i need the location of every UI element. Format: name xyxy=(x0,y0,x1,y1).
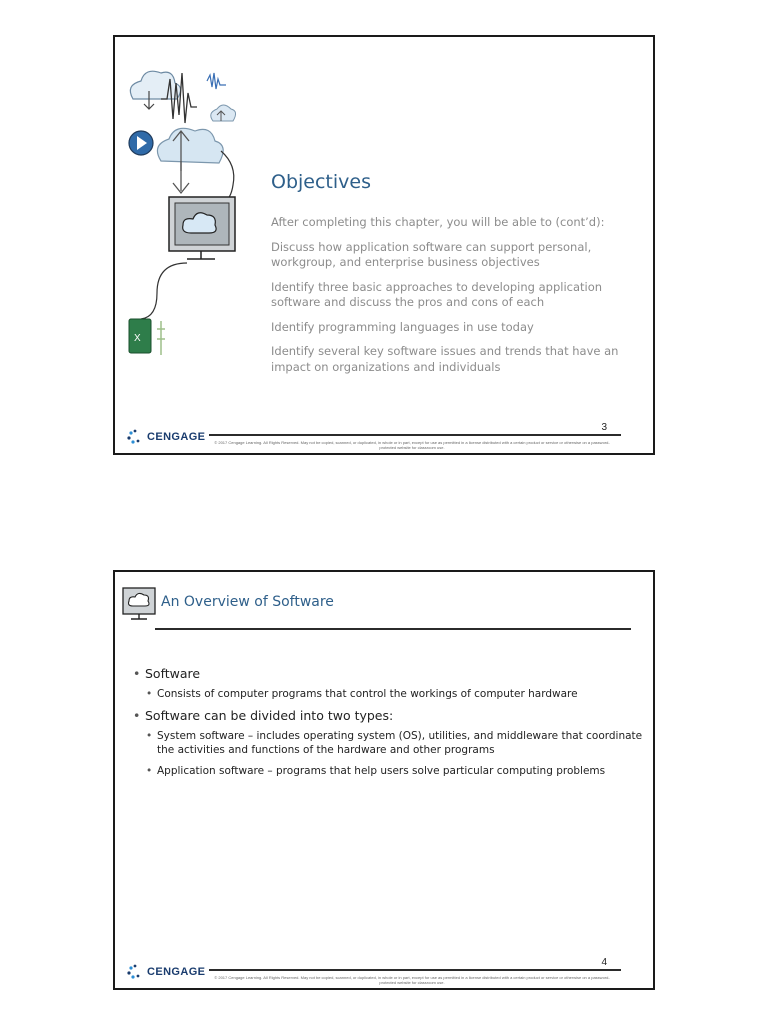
slide-footer xyxy=(115,948,653,988)
objectives-list xyxy=(271,215,621,384)
logo-text: CENGAGE xyxy=(147,966,206,978)
cengage-logo xyxy=(127,964,205,980)
footer-rule xyxy=(209,434,621,436)
cengage-logo xyxy=(127,429,205,445)
footer-rule xyxy=(209,969,621,971)
slide-objectives xyxy=(113,35,655,455)
list-item: • System software – includes operating system (OS), utilities, and middleware that coordinate the activities and functions of the hardware and other programs xyxy=(133,729,643,757)
list-item: • Application software – programs that help users solve particular computing problems xyxy=(133,764,643,778)
logo-text: CENGAGE xyxy=(147,431,206,443)
content-list xyxy=(133,666,643,785)
slide-title: An Overview of Software xyxy=(161,594,334,610)
slide-title: Objectives xyxy=(271,171,371,193)
list-item: Discuss how application software can support personal, workgroup, and enterprise business objectives xyxy=(271,239,592,269)
list-item: • Software xyxy=(133,666,643,681)
cengage-logo-icon xyxy=(127,964,143,980)
list-item: • Software can be divided into two types: xyxy=(133,708,643,723)
list-item: After completing this chapter, you will be able to (cont’d): xyxy=(271,215,605,229)
title-rule xyxy=(155,628,631,630)
page-number: 4 xyxy=(601,957,607,968)
slide-overview-of-software xyxy=(113,570,655,990)
monitor-cloud-icon xyxy=(121,586,157,626)
list-item: • Consists of computer programs that control the workings of computer hardware xyxy=(133,687,643,701)
slide-footer xyxy=(115,413,653,453)
list-item: Identify programming languages in use today xyxy=(271,319,534,334)
svg-text:X: X xyxy=(134,333,141,344)
list-item: Identify three basic approaches to developing application software and discuss the pros and cons of each xyxy=(271,279,603,309)
copyright-text: © 2017 Cengage Learning. All Rights Reserved. May not be copied, scanned, or duplicated, in whole or in part, except for use as permitted in a license distributed with a certain product or service or otherwise on a password-protected website for classroom use. xyxy=(214,975,610,985)
page-number: 3 xyxy=(601,422,607,433)
list-item: Identify several key software issues and trends that have an impact on organizations and individuals xyxy=(271,344,619,374)
copyright-text: © 2017 Cengage Learning. All Rights Reserved. May not be copied, scanned, or duplicated, in whole or in part, except for use as permitted in a license distributed with a certain product or service or otherwise on a password-protected website for classroom use. xyxy=(214,440,610,450)
cloud-computing-illustration xyxy=(121,51,261,391)
cengage-logo-icon xyxy=(127,429,143,445)
